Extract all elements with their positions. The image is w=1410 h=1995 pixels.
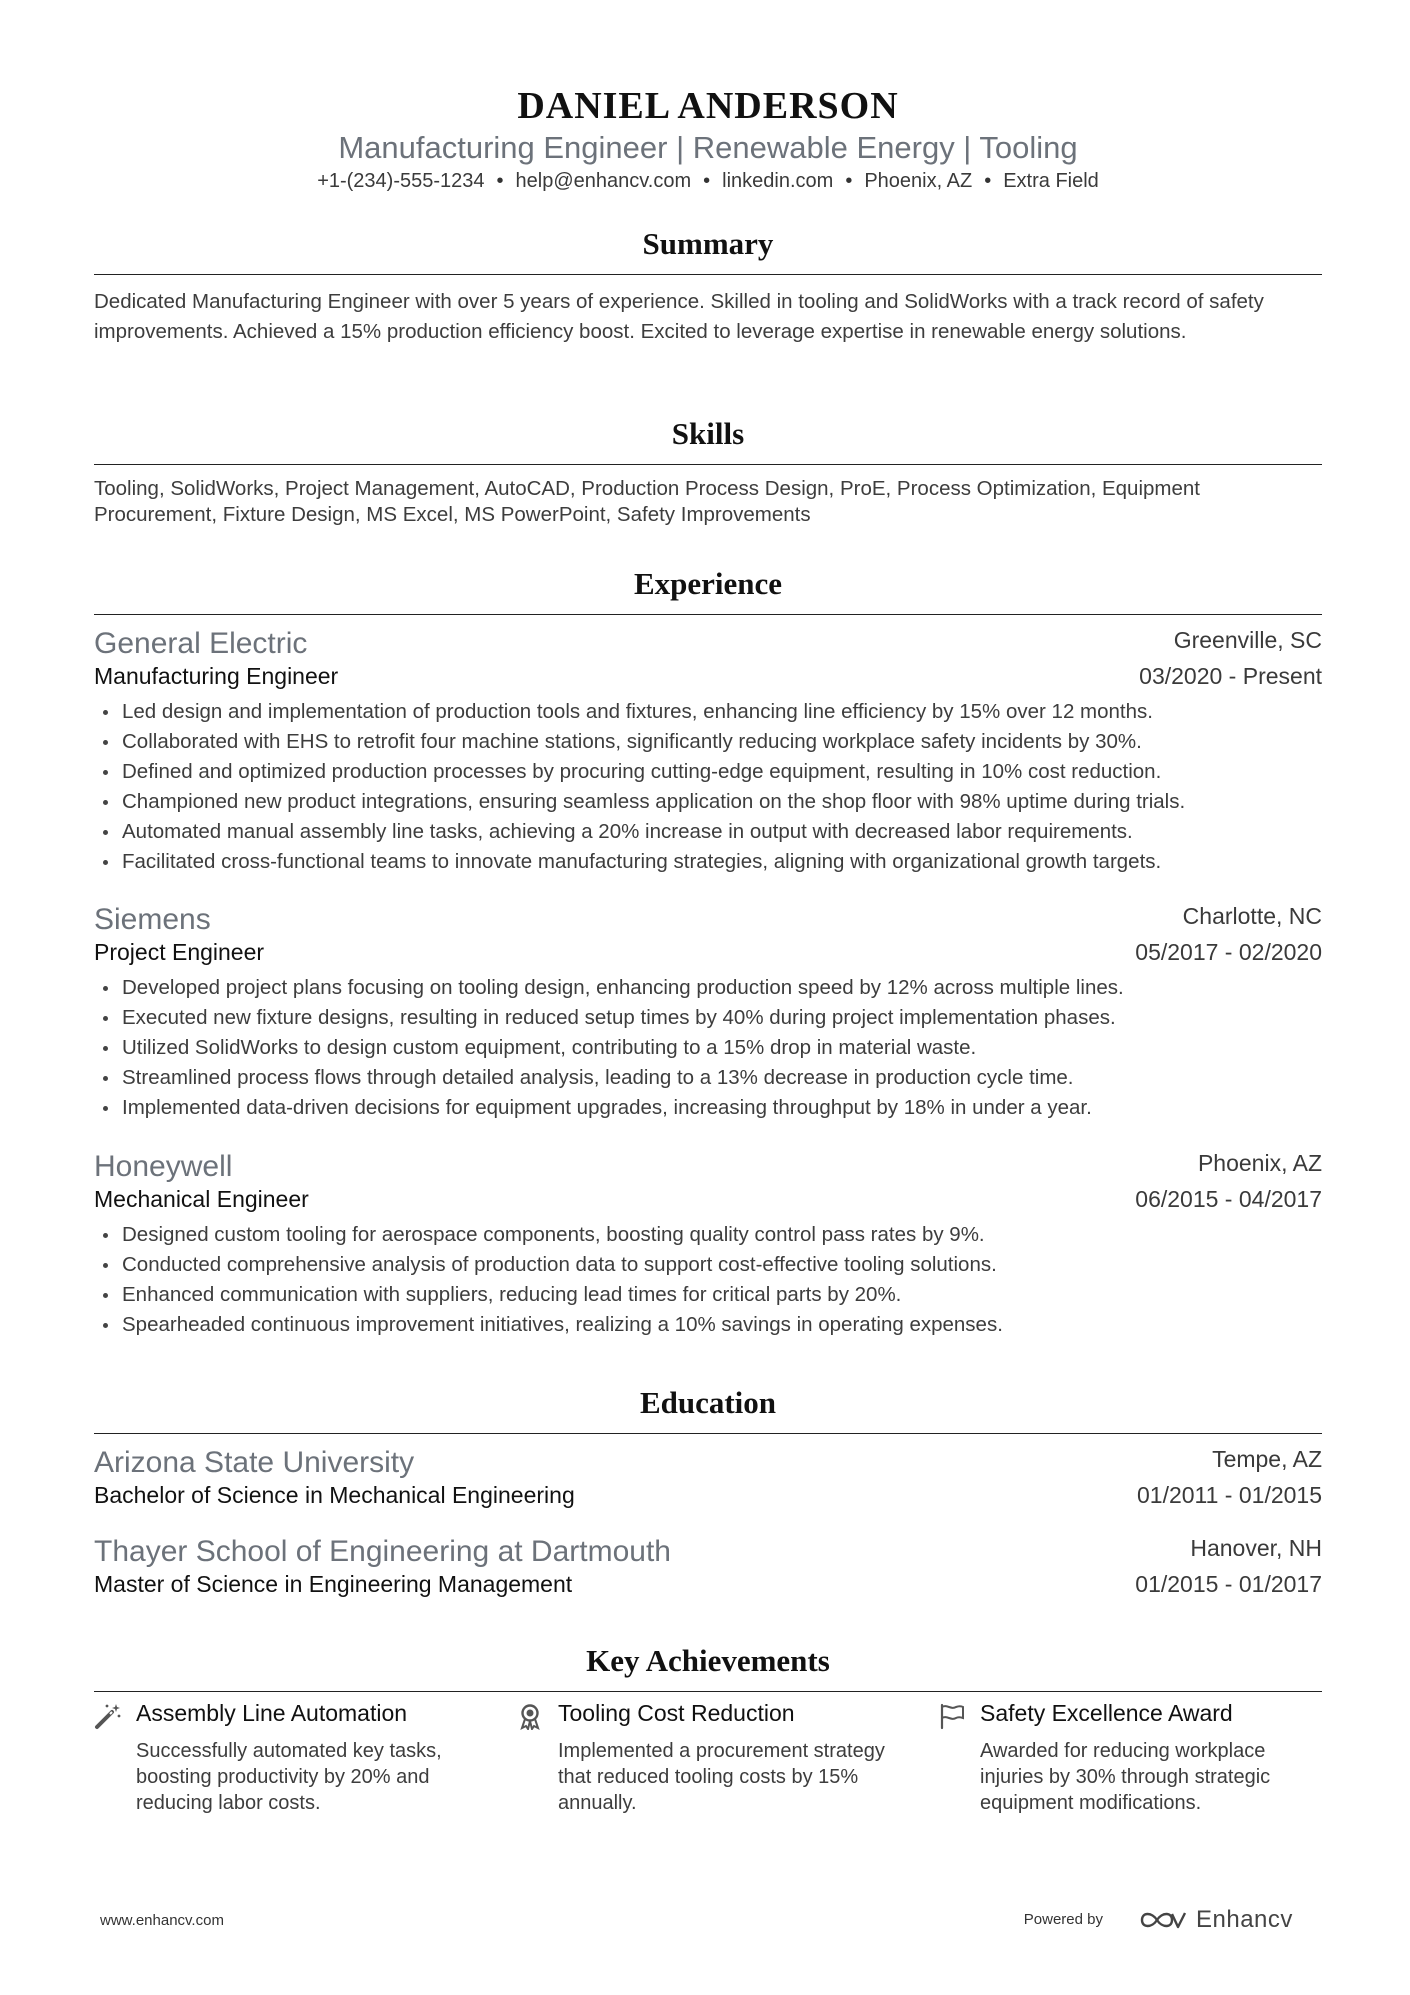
- section-divider: [94, 614, 1322, 615]
- linkedin-link[interactable]: linkedin.com: [722, 170, 834, 192]
- school-location: Tempe, AZ: [1212, 1446, 1322, 1472]
- experience-entry: [94, 903, 1322, 1123]
- list-item: Designed custom tooling for aerospace components, boosting quality control pass rates by 9%.: [94, 1220, 1322, 1250]
- achievement-title: Safety Excellence Award: [980, 1700, 1233, 1726]
- job-dates: 05/2017 - 02/2020: [1135, 939, 1322, 965]
- footer-website-link[interactable]: www.enhancv.com: [100, 1912, 224, 1929]
- education-heading: Education: [639, 1385, 777, 1420]
- job-location: Phoenix, AZ: [1197, 1150, 1322, 1176]
- job-dates: 06/2015 - 04/2017: [1135, 1186, 1322, 1212]
- list-item: Implemented data-driven decisions for equipment upgrades, increasing throughput by 18% in under a year.: [94, 1093, 1322, 1123]
- education-dates: 01/2011 - 01/2015: [1136, 1482, 1322, 1508]
- summary-text: Dedicated Manufacturing Engineer with over 5 years of experience. Skilled in tooling and SolidWorks with a track record of safety improvements. Achieved a 15% production efficiency boost. Excited to leverage expertise in renewable energy solutions.: [94, 290, 1264, 343]
- list-item: Streamlined process flows through detailed analysis, leading to a 13% decrease in production cycle time.: [94, 1063, 1322, 1093]
- school-location: Hanover, NH: [1190, 1535, 1322, 1561]
- separator-dot: •: [845, 170, 853, 192]
- section-divider: [94, 1433, 1322, 1434]
- powered-by-label: Powered by: [1023, 1911, 1103, 1928]
- achievement-description: Awarded for reducing workplace injuries by 30% through strategic equipment modifications.: [980, 1740, 1271, 1814]
- job-location: Charlotte, NC: [1182, 903, 1322, 929]
- experience-entry: [94, 627, 1322, 877]
- education-entry: [94, 1446, 1322, 1516]
- school-name: Thayer School of Engineering at Dartmouth: [94, 1535, 671, 1568]
- list-item: Defined and optimized production processes by procuring cutting-edge equipment, resulting in 10% cost reduction.: [94, 757, 1322, 787]
- list-item: Enhanced communication with suppliers, reducing lead times for critical parts by 20%.: [94, 1280, 1322, 1310]
- job-location: Greenville, SC: [1173, 627, 1322, 653]
- enhancv-brand-name: Enhancv: [1196, 1906, 1293, 1933]
- company-name: Siemens: [94, 903, 211, 936]
- company-name: Honeywell: [94, 1150, 233, 1183]
- education-entry: [94, 1535, 1322, 1605]
- education-dates: 01/2015 - 01/2017: [1135, 1571, 1322, 1597]
- achievements-grid: [94, 1700, 1322, 1820]
- section-divider: [94, 274, 1322, 275]
- achievement-description: Implemented a procurement strategy that reduced tooling costs by 15% annually.: [558, 1740, 885, 1814]
- list-item: Executed new fixture designs, resulting in reduced setup times by 40% during project implementation phases.: [94, 1003, 1322, 1033]
- company-name: General Electric: [94, 627, 308, 660]
- achievement-description: Successfully automated key tasks, boosting productivity by 20% and reducing labor costs.: [136, 1740, 442, 1814]
- skills-heading: Skills: [671, 416, 745, 451]
- achievement-list: [94, 1220, 1322, 1340]
- list-item: Facilitated cross-functional teams to innovate manufacturing strategies, aligning with organizational growth targets.: [94, 847, 1322, 877]
- achievement-title: Tooling Cost Reduction: [558, 1700, 795, 1726]
- achievement-list: [94, 697, 1322, 877]
- skills-text: Tooling, SolidWorks, Project Management, AutoCAD, Production Process Design, ProE, Process Optimization, Equipment Procurement, Fixture Design, MS Excel, MS PowerPoint, Safety Improvements: [94, 477, 1200, 526]
- experience-heading: Experience: [633, 566, 783, 601]
- experience-entry: [94, 1150, 1322, 1340]
- separator-dot: •: [984, 170, 992, 192]
- enhancv-logo-icon: [1138, 1905, 1190, 1935]
- achievement-list: [94, 973, 1322, 1123]
- degree: Master of Science in Engineering Management: [94, 1571, 573, 1597]
- achievement-title: Assembly Line Automation: [136, 1700, 408, 1726]
- phone[interactable]: +1-(234)-555-1234: [317, 170, 485, 192]
- list-item: Collaborated with EHS to retrofit four machine stations, significantly reducing workplace safety incidents by 30%.: [94, 727, 1322, 757]
- extra-field: Extra Field: [1003, 170, 1099, 192]
- list-item: Developed project plans focusing on tooling design, enhancing production speed by 12% across multiple lines.: [94, 973, 1322, 1003]
- degree: Bachelor of Science in Mechanical Engineering: [94, 1482, 575, 1508]
- school-name: Arizona State University: [94, 1446, 415, 1479]
- section-divider: [94, 1691, 1322, 1692]
- list-item: Conducted comprehensive analysis of production data to support cost-effective tooling solutions.: [94, 1250, 1322, 1280]
- enhancv-logo[interactable]: [1138, 1905, 1298, 1935]
- magic-wand-icon: [94, 1702, 122, 1730]
- award-ribbon-icon: [516, 1702, 544, 1730]
- job-dates: 03/2020 - Present: [1139, 663, 1322, 689]
- separator-dot: •: [703, 170, 711, 192]
- candidate-name: DANIEL ANDERSON: [517, 85, 899, 127]
- separator-dot: •: [496, 170, 504, 192]
- achievements-heading: Key Achievements: [586, 1643, 830, 1678]
- location: Phoenix, AZ: [864, 170, 973, 192]
- email[interactable]: help@enhancv.com: [515, 170, 692, 192]
- list-item: Championed new product integrations, ensuring seamless application on the shop floor with 98% uptime during trials.: [94, 787, 1322, 817]
- summary-heading: Summary: [642, 226, 774, 261]
- candidate-headline: Manufacturing Engineer | Renewable Energy | Tooling: [338, 130, 1078, 165]
- list-item: Spearheaded continuous improvement initiatives, realizing a 10% savings in operating expenses.: [94, 1310, 1322, 1340]
- list-item: Automated manual assembly line tasks, achieving a 20% increase in output with decreased labor requirements.: [94, 817, 1322, 847]
- job-title: Project Engineer: [94, 939, 265, 965]
- section-divider: [94, 464, 1322, 465]
- job-title: Manufacturing Engineer: [94, 663, 339, 689]
- list-item: Led design and implementation of production tools and fixtures, enhancing line efficiency by 15% over 12 months.: [94, 697, 1322, 727]
- job-title: Mechanical Engineer: [94, 1186, 309, 1212]
- flag-icon: [938, 1702, 966, 1730]
- list-item: Utilized SolidWorks to design custom equipment, contributing to a 15% drop in material waste.: [94, 1033, 1322, 1063]
- contact-line: [94, 170, 1322, 193]
